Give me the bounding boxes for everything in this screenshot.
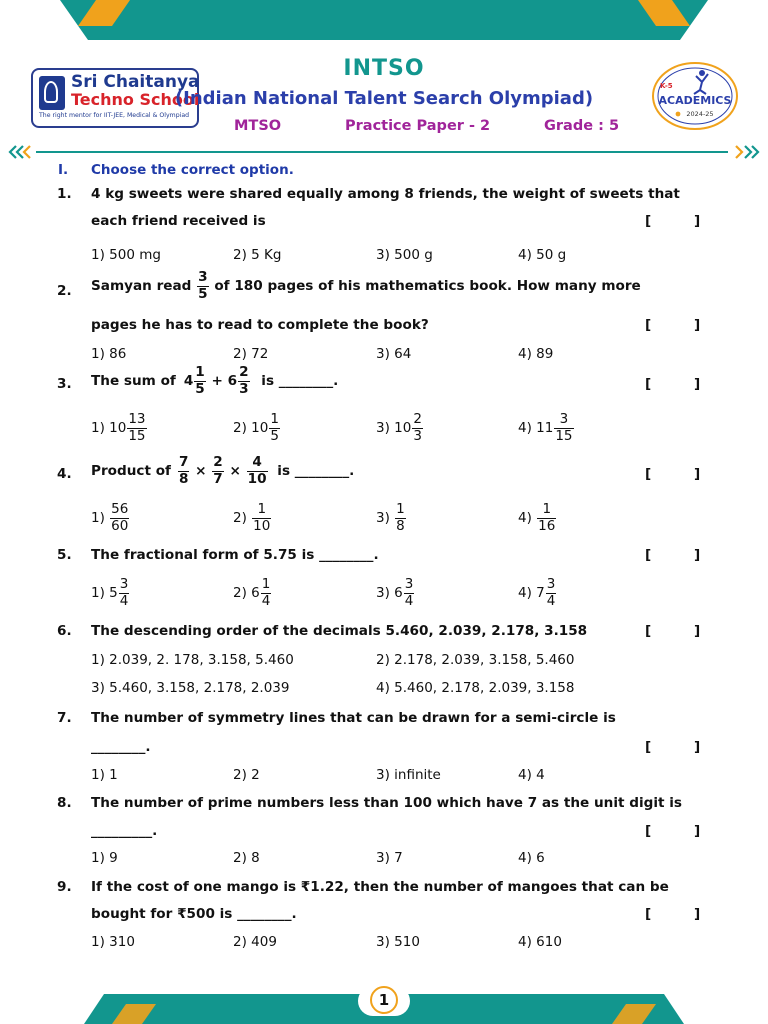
option <box>233 503 272 533</box>
option-label: 4) <box>518 585 532 601</box>
option: 1) 310 <box>91 934 135 950</box>
whole: 4 <box>183 373 194 390</box>
option: 3) infinite <box>376 767 441 783</box>
whole: 10 <box>109 420 127 436</box>
section-title: Choose the correct option. <box>91 162 294 178</box>
numerator: 1 <box>270 411 279 427</box>
numerator: 3 <box>546 576 556 592</box>
option: 1) 9 <box>91 850 118 866</box>
question-number: 2. <box>57 283 72 299</box>
answer-bracket-open: [ <box>645 547 652 563</box>
option <box>376 503 407 533</box>
option-label: 1) <box>91 420 105 436</box>
question-text: The number of symmetry lines that can be drawn for a semi-circle is <box>91 710 616 726</box>
question-text-cont: ________. <box>91 739 151 755</box>
paper-label: Practice Paper - 2 <box>345 118 491 134</box>
section-number: I. <box>58 162 69 178</box>
option: 4) 4 <box>518 767 545 783</box>
answer-bracket-open: [ <box>645 376 652 392</box>
numerator: 2 <box>413 411 422 427</box>
header-divider <box>8 143 760 161</box>
badge-main: ACADEMICS <box>658 94 732 107</box>
answer-bracket-close: ] <box>694 906 701 922</box>
whole: 7 <box>536 585 545 601</box>
mixed-number <box>228 366 251 396</box>
whole: 5 <box>109 585 118 601</box>
denominator: 4 <box>119 592 129 609</box>
answer-bracket-open: [ <box>645 623 652 639</box>
numerator: 1 <box>252 503 271 519</box>
numerator: 56 <box>111 501 129 517</box>
question-text-part: Samyan read <box>91 278 192 295</box>
operator: + <box>211 373 223 390</box>
badge-year: 2024-25 <box>686 110 714 118</box>
question-number: 4. <box>57 466 72 482</box>
answer-bracket-close: ] <box>694 547 701 563</box>
denominator: 10 <box>247 470 267 487</box>
question-text <box>91 456 354 486</box>
denominator: 15 <box>555 427 573 444</box>
numerator: 1 <box>396 501 405 517</box>
subject-label: MTSO <box>234 118 282 134</box>
answer-bracket-open: [ <box>645 213 652 229</box>
academics-badge <box>650 60 740 132</box>
question-number: 1. <box>57 186 72 202</box>
numerator: 3 <box>554 413 573 429</box>
grade-label: Grade : 5 <box>544 118 620 134</box>
whole: 10 <box>251 420 269 436</box>
option-label: 2) <box>233 420 247 436</box>
question-text-part: of 180 pages of his mathematics book. How many more <box>214 278 641 295</box>
numerator: 1 <box>261 576 271 592</box>
question-text-cont: pages he has to read to complete the book? <box>91 317 429 333</box>
denominator: 7 <box>213 470 223 487</box>
option: 2) 8 <box>233 850 260 866</box>
option: 2) 2 <box>233 767 260 783</box>
option-label: 1) <box>91 510 105 526</box>
answer-bracket-close: ] <box>694 376 701 392</box>
numerator: 2 <box>213 454 223 470</box>
option: 2) 5 Kg <box>233 247 282 263</box>
fraction <box>212 456 223 486</box>
numerator: 3 <box>119 576 129 592</box>
option-label: 4) <box>518 420 532 436</box>
option: 1) 1 <box>91 767 118 783</box>
option <box>376 413 424 443</box>
whole: 6 <box>394 585 403 601</box>
question-number: 8. <box>57 795 72 811</box>
option: 3) 5.460, 3.158, 2.178, 2.039 <box>91 680 290 696</box>
option: 4) 6 <box>518 850 545 866</box>
option: 4) 89 <box>518 346 554 362</box>
answer-bracket-close: ] <box>694 623 701 639</box>
question-text-part: The sum of <box>91 373 176 390</box>
option-label: 4) <box>518 510 532 526</box>
option <box>91 503 130 533</box>
logo-line2: Techno School <box>71 90 200 109</box>
option <box>233 578 272 608</box>
option <box>518 503 557 533</box>
option: 3) 7 <box>376 850 403 866</box>
fraction <box>178 456 189 486</box>
whole: 11 <box>536 420 554 436</box>
answer-bracket-close: ] <box>694 213 701 229</box>
operator: × <box>229 463 241 480</box>
question-number: 7. <box>57 710 72 726</box>
question-text-part: Product of <box>91 463 171 480</box>
question-text: 4 kg sweets were shared equally among 8 friends, the weight of sweets that <box>91 186 680 202</box>
question-text-part: is ________. <box>261 373 339 390</box>
answer-bracket-open: [ <box>645 739 652 755</box>
denominator: 8 <box>178 470 189 487</box>
fraction <box>247 456 268 486</box>
numerator: 13 <box>128 411 146 427</box>
option: 1) 500 mg <box>91 247 161 263</box>
option: 4) 610 <box>518 934 562 950</box>
option <box>91 413 148 443</box>
option: 4) 5.460, 2.178, 2.039, 3.158 <box>376 680 575 696</box>
denominator: 4 <box>404 592 414 609</box>
question-text <box>91 271 641 301</box>
option: 2) 72 <box>233 346 269 362</box>
numerator: 2 <box>239 364 249 380</box>
option: 2) 2.178, 2.039, 3.158, 5.460 <box>376 652 575 668</box>
answer-bracket-open: [ <box>645 466 652 482</box>
question-text-cont: bought for ₹500 is ________. <box>91 906 297 922</box>
option <box>91 578 130 608</box>
question-number: 3. <box>57 376 72 392</box>
denominator: 8 <box>396 517 405 534</box>
answer-bracket-open: [ <box>645 317 652 333</box>
denominator: 60 <box>111 517 129 534</box>
question-number: 9. <box>57 879 72 895</box>
option-label: 2) <box>233 510 247 526</box>
question-text: If the cost of one mango is ₹1.22, then the number of mangoes that can be <box>91 879 669 895</box>
numerator: 7 <box>178 454 189 470</box>
badge-top: K-5 <box>660 82 673 90</box>
page-number: 1 <box>378 991 390 1009</box>
option: 2) 409 <box>233 934 277 950</box>
numerator: 3 <box>198 269 208 285</box>
option-label: 3) <box>376 510 390 526</box>
exam-subtitle: (Indian National Talent Search Olympiad) <box>174 88 594 109</box>
mixed-number <box>184 366 207 396</box>
answer-bracket-open: [ <box>645 906 652 922</box>
option: 1) 86 <box>91 346 127 362</box>
option: 4) 50 g <box>518 247 567 263</box>
option: 3) 64 <box>376 346 412 362</box>
question-text-cont: each friend received is <box>91 213 266 229</box>
question-text-part: is ________. <box>277 463 355 480</box>
numerator: 4 <box>247 456 268 472</box>
question-text: The fractional form of 5.75 is ________. <box>91 547 379 563</box>
option: 3) 510 <box>376 934 420 950</box>
numerator: 1 <box>537 503 556 519</box>
option: 3) 500 g <box>376 247 433 263</box>
whole: 10 <box>394 420 412 436</box>
logo-tagline: The right mentor for IIT-JEE, Medical & Olympiad <box>39 112 190 119</box>
denominator: 3 <box>413 427 422 444</box>
answer-bracket-open: [ <box>645 823 652 839</box>
question-number: 5. <box>57 547 72 563</box>
answer-bracket-close: ] <box>694 823 701 839</box>
answer-bracket-close: ] <box>694 466 701 482</box>
operator: × <box>195 463 207 480</box>
denominator: 15 <box>128 427 146 444</box>
question-text-cont: _________. <box>91 823 158 839</box>
option-label: 2) <box>233 585 247 601</box>
denominator: 16 <box>538 517 556 534</box>
answer-bracket-close: ] <box>694 317 701 333</box>
denominator: 5 <box>195 380 205 397</box>
header-band <box>0 0 768 44</box>
whole: 6 <box>251 585 260 601</box>
fraction <box>197 271 208 301</box>
answer-bracket-close: ] <box>694 739 701 755</box>
option <box>376 578 415 608</box>
logo-line1: Sri Chaitanya <box>71 72 200 92</box>
option-label: 3) <box>376 420 390 436</box>
denominator: 5 <box>198 285 208 302</box>
numerator: 3 <box>404 576 414 592</box>
question-number: 6. <box>57 623 72 639</box>
option <box>233 413 281 443</box>
option-label: 3) <box>376 585 390 601</box>
option-label: 1) <box>91 585 105 601</box>
whole: 6 <box>227 373 238 390</box>
denominator: 4 <box>546 592 556 609</box>
option <box>518 578 557 608</box>
option <box>518 413 575 443</box>
denominator: 4 <box>261 592 271 609</box>
question-text: The number of prime numbers less than 100 which have 7 as the unit digit is <box>91 795 683 811</box>
denominator: 10 <box>253 517 271 534</box>
denominator: 5 <box>270 427 279 444</box>
denominator: 3 <box>239 380 249 397</box>
exam-title: INTSO <box>343 56 425 81</box>
option: 1) 2.039, 2. 178, 3.158, 5.460 <box>91 652 294 668</box>
section-heading <box>58 162 294 178</box>
numerator: 1 <box>195 364 205 380</box>
question-text: The descending order of the decimals 5.460, 2.039, 2.178, 3.158 <box>91 623 588 639</box>
question-text <box>91 366 338 396</box>
